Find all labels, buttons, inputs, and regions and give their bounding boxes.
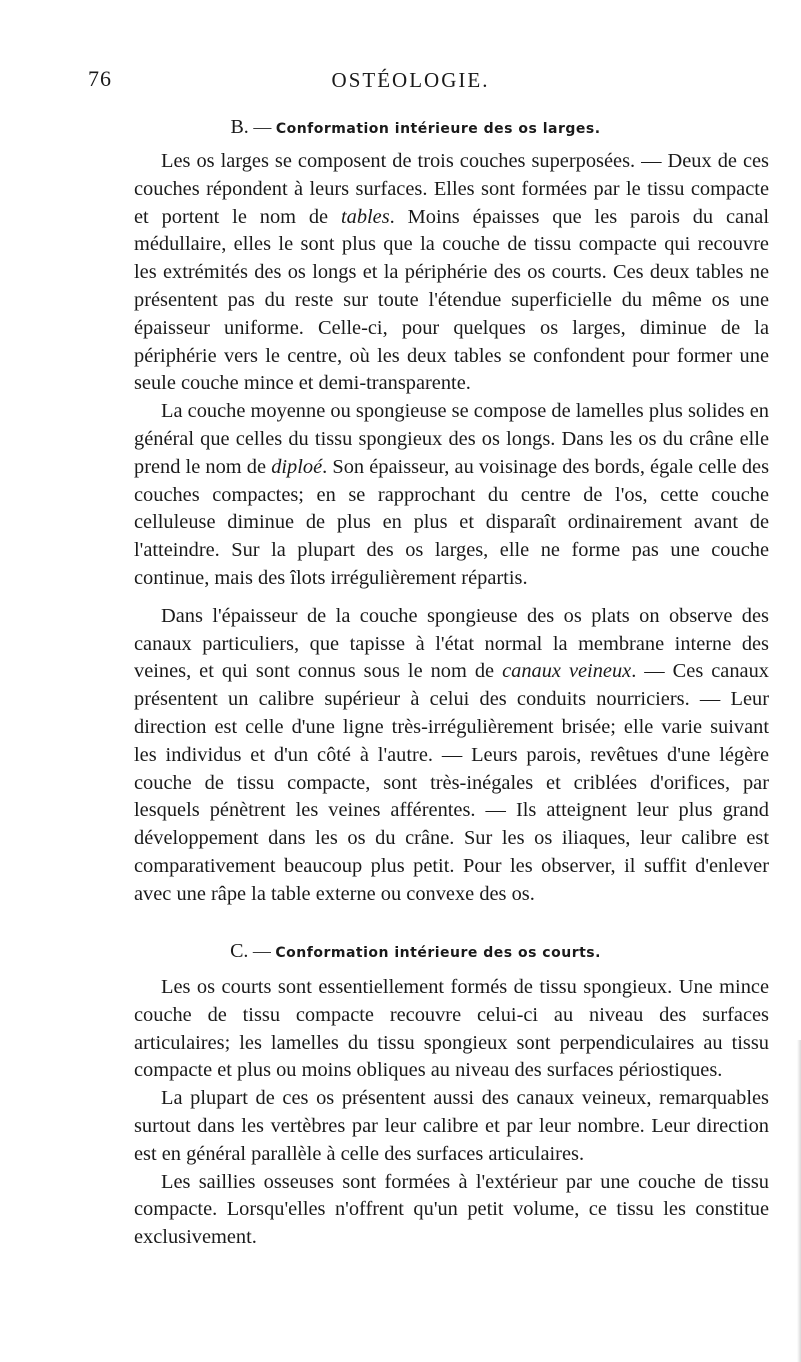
paragraph: Les saillies osseuses sont formées à l'extérieur par une couche de tissu compacte. Lorsqu'elles n'offrent qu'un petit volume, ce tissu les constitue exclusivement.	[134, 1170, 769, 1249]
section-b-letter: B.	[230, 116, 249, 138]
section-c-dash: —	[252, 941, 271, 961]
paragraph: Les os courts sont essentiellement formés de tissu spongieux. Une mince couche de tissu compacte recouvre celui-ci au niveau des surfaces articulaires; les lamelles du tissu spongieux sont perpendiculaires au tissu compacte et plus ou moins obliques au niveau des surfaces périostiques.	[134, 976, 769, 1082]
paragraph: La couche moyenne ou spongieuse se compose de lamelles plus solides en général que celles du tissu spongieux des os longs. Dans les os du crâne elle prend le nom de diploé. Son épaisseur, au voisinage des bords, égale celle des couches compactes; en se rapprochant du centre de l'os, cette couche celluleuse diminue de plus en plus et disparaît ordinairement avant de l'atteindre. Sur la plupart des os larges, elle ne forme pas une couche continue, mais des îlots irrégulièrement répartis.	[134, 400, 770, 589]
section-b-body	[134, 148, 769, 909]
section-b-heading	[0, 116, 801, 139]
page-number: 76	[88, 66, 112, 91]
paragraph: Les os larges se composent de trois couches superposées. — Deux de ces couches répondent à leurs surfaces. Elles sont formées par le tissu compacte et portent le nom de tables. Moins épaisses que les parois du canal médullaire, elles le sont plus que la couche de tissu compacte qui recouvre les extrémités des os longs et la périphérie des os courts. Ces deux tables ne présentent pas du reste sur toute l'étendue superficielle du même os une épaisseur uniforme. Celle-ci, pour quelques os larges, diminue de la périphérie vers le centre, où les deux tables se confondent pour former une seule couche mince et demi-transparente.	[134, 150, 769, 395]
section-b-title: Conformation intérieure des os larges.	[275, 121, 601, 137]
paragraph: Dans l'épaisseur de la couche spongieuse des os plats on observe des canaux particuliers, que tapisse à l'état normal la membrane interne des veines, et qui sont connus sous le nom de canaux veineux. — Ces canaux présentent un calibre supérieur à celui des conduits nourriciers. — Leur direction est celle d'une ligne très-irrégulièrement brisée; elle varie suivant les individus et d'un côté à l'autre. — Leurs parois, revêtues d'une légère couche de tissu compacte, sont très-inégales et criblées d'orifices, par lesquels pénètrent les veines afférentes. — Ils atteignent leur plus grand développement dans les os du crâne. Sur les os iliaques, leur calibre est comparativement beaucoup plus petit. Pour les observer, il suffit d'enlever avec une râpe la table externe ou convexe des os.	[134, 604, 769, 905]
section-c-body	[134, 974, 769, 1252]
section-b-dash: —	[253, 117, 272, 137]
section-c-letter: C.	[230, 940, 249, 962]
running-title: OSTÉOLOGIE.	[331, 68, 490, 92]
page-edge-shadow	[797, 1040, 801, 1362]
paragraph: La plupart de ces os présentent aussi des canaux veineux, remarquables surtout dans les vertèbres par leur calibre et par leur nombre. Leur direction est en général parallèle à celle des surfaces articulaires.	[134, 1087, 769, 1165]
section-c-heading	[0, 940, 801, 963]
section-c-title: Conformation intérieure des os courts.	[275, 945, 601, 961]
